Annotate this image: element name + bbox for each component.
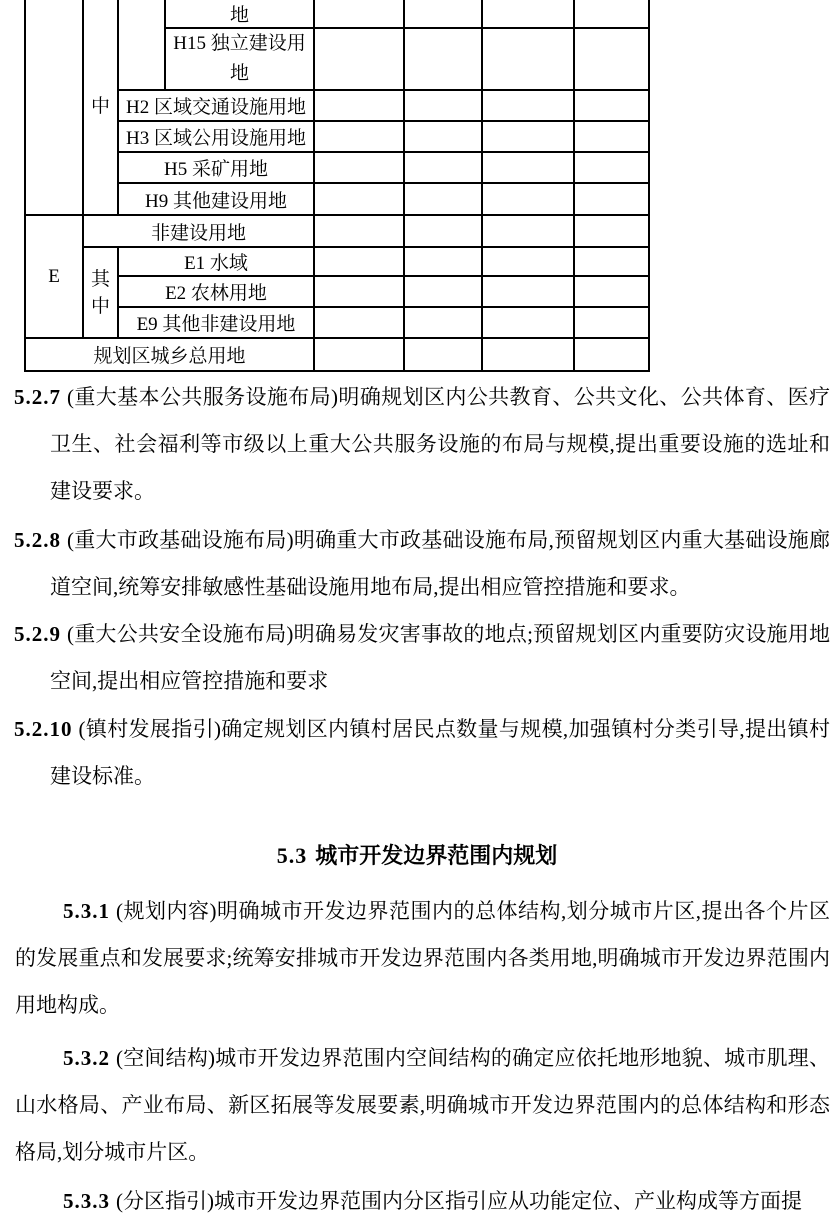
h3-label: H3 区域公用设施用地 bbox=[126, 128, 306, 149]
clause-5-3-3 bbox=[15, 1178, 830, 1225]
table-data-cell bbox=[574, 338, 649, 371]
table-cell-h9 bbox=[118, 183, 314, 215]
clause-number: 5.3.1 bbox=[63, 899, 110, 923]
table-cell-non-construction bbox=[83, 215, 314, 247]
table-row bbox=[25, 338, 649, 371]
table-row bbox=[25, 121, 649, 152]
total-label: 规划区城乡总用地 bbox=[93, 346, 246, 367]
clause-number: 5.2.8 bbox=[14, 528, 61, 552]
table-data-cell bbox=[482, 307, 574, 338]
e9-label: E9 其他非建设用地 bbox=[136, 314, 296, 335]
clause-text: (规划内容)明确城市开发边界范围内的总体结构,划分城市片区,提出各个片区的发展重点和发展要求;统筹安排城市开发边界范围内各类用地,明确城市开发边界范围内用地构成。 bbox=[15, 899, 830, 1017]
table-data-cell bbox=[404, 90, 482, 121]
table-data-cell bbox=[314, 247, 404, 276]
h15-label: H15 独立建设用地 bbox=[173, 33, 306, 84]
table-data-cell bbox=[314, 307, 404, 338]
table-data-cell bbox=[482, 215, 574, 247]
table-row bbox=[25, 215, 649, 247]
clause-text: (镇村发展指引)确定规划区内镇村居民点数量与规模,加强镇村分类引导,提出镇村建设标准。 bbox=[50, 717, 830, 788]
clause-5-2-7 bbox=[14, 374, 830, 515]
table-cell-h1-parent bbox=[118, 0, 165, 90]
table-data-cell bbox=[404, 152, 482, 183]
table-data-cell bbox=[574, 28, 649, 90]
table-cell-h5 bbox=[118, 152, 314, 183]
table-data-cell bbox=[482, 0, 574, 28]
among-label: 其中 bbox=[90, 268, 110, 317]
clause-number: 5.2.7 bbox=[14, 385, 61, 409]
table-cell-h2 bbox=[118, 90, 314, 121]
table-data-cell bbox=[482, 338, 574, 371]
table-data-cell bbox=[574, 152, 649, 183]
table-data-cell bbox=[404, 247, 482, 276]
table-row bbox=[25, 183, 649, 215]
section-heading-5-3 bbox=[0, 841, 834, 871]
table-data-cell bbox=[574, 215, 649, 247]
e1-label: E1 水域 bbox=[184, 253, 248, 274]
table-cell-h14-tail bbox=[165, 0, 314, 28]
table-data-cell bbox=[314, 276, 404, 307]
h5-label: H5 采矿用地 bbox=[164, 159, 268, 180]
table-cell-total bbox=[25, 338, 314, 371]
table-cell-h3 bbox=[118, 121, 314, 152]
e2-label: E2 农林用地 bbox=[165, 283, 267, 304]
table-data-cell bbox=[314, 28, 404, 90]
table-data-cell bbox=[574, 307, 649, 338]
clause-5-3-2 bbox=[15, 1035, 830, 1176]
clause-text: (空间结构)城市开发边界范围内空间结构的确定应依托地形地貌、城市肌理、山水格局、产业布局、新区拓展等发展要素,明确城市开发边界范围内的总体结构和形态格局,划分城市片区。 bbox=[15, 1046, 830, 1164]
e-code-label: E bbox=[48, 265, 60, 287]
table-data-cell bbox=[404, 121, 482, 152]
table-data-cell bbox=[314, 90, 404, 121]
table-cell-among-e bbox=[83, 247, 118, 338]
clause-text: (重大公共安全设施布局)明确易发灾害事故的地点;预留规划区内重要防灾设施用地空间,提出相应管控措施和要求 bbox=[50, 622, 830, 693]
table-row bbox=[25, 247, 649, 276]
table-data-cell bbox=[482, 121, 574, 152]
table-data-cell bbox=[314, 0, 404, 28]
clause-number: 5.2.9 bbox=[14, 622, 61, 646]
clause-text: (重大市政基础设施布局)明确重大市政基础设施布局,预留规划区内重大基础设施廊道空间,统筹安排敏感性基础设施用地布局,提出相应管控措施和要求。 bbox=[50, 528, 830, 599]
table-data-cell bbox=[482, 90, 574, 121]
h9-label: H9 其他建设用地 bbox=[145, 190, 287, 212]
non-construction-label: 非建设用地 bbox=[150, 222, 246, 244]
table-data-cell bbox=[404, 28, 482, 90]
table-cell-code-continued bbox=[25, 0, 83, 215]
table-row bbox=[25, 90, 649, 121]
table-cell-among-continued bbox=[83, 0, 118, 215]
table-row bbox=[25, 0, 649, 28]
table-data-cell bbox=[482, 276, 574, 307]
table-data-cell bbox=[314, 121, 404, 152]
table-data-cell bbox=[482, 183, 574, 215]
table-data-cell bbox=[404, 215, 482, 247]
clause-5-2-10 bbox=[14, 706, 830, 800]
heading-number: 5.3 bbox=[276, 843, 308, 868]
clause-text: (重大基本公共服务设施布局)明确规划区内公共教育、公共文化、公共体育、医疗卫生、社会福利等市级以上重大公共服务设施的布局与规模,提出重要设施的选址和建设要求。 bbox=[50, 385, 830, 503]
table-data-cell bbox=[574, 183, 649, 215]
table-data-cell bbox=[404, 0, 482, 28]
table-cell-h15 bbox=[165, 28, 314, 90]
table-data-cell bbox=[404, 338, 482, 371]
clause-number: 5.3.3 bbox=[63, 1189, 110, 1213]
table-cell-e9 bbox=[118, 307, 314, 338]
table-data-cell bbox=[574, 90, 649, 121]
among-tail-label: 中 bbox=[90, 96, 110, 117]
table-data-cell bbox=[314, 215, 404, 247]
clause-5-2-8 bbox=[14, 517, 830, 611]
table-row bbox=[25, 152, 649, 183]
table-data-cell bbox=[404, 183, 482, 215]
table-data-cell bbox=[482, 247, 574, 276]
heading-title: 城市开发边界范围内规划 bbox=[315, 843, 558, 868]
table-data-cell bbox=[314, 152, 404, 183]
clause-5-2-9 bbox=[14, 611, 830, 705]
table-cell-code-e bbox=[25, 215, 83, 338]
clause-text: (分区指引)城市开发边界范围内分区指引应从功能定位、产业构成等方面提 bbox=[116, 1189, 802, 1213]
table-row bbox=[25, 307, 649, 338]
table-data-cell bbox=[404, 307, 482, 338]
table-row bbox=[25, 276, 649, 307]
clause-5-3-1 bbox=[15, 888, 830, 1029]
table-data-cell bbox=[314, 183, 404, 215]
table-data-cell bbox=[574, 276, 649, 307]
h14-tail-label: 地 bbox=[229, 5, 249, 26]
table-data-cell bbox=[482, 152, 574, 183]
table-data-cell bbox=[404, 276, 482, 307]
clause-number: 5.2.10 bbox=[14, 717, 73, 741]
table-data-cell bbox=[314, 338, 404, 371]
land-use-table bbox=[24, 0, 650, 372]
h2-label: H2 区域交通设施用地 bbox=[126, 97, 306, 118]
table-data-cell bbox=[482, 28, 574, 90]
table-cell-e1 bbox=[118, 247, 314, 276]
clause-number: 5.3.2 bbox=[63, 1046, 110, 1070]
table-data-cell bbox=[574, 121, 649, 152]
table-data-cell bbox=[574, 247, 649, 276]
table-cell-e2 bbox=[118, 276, 314, 307]
table-data-cell bbox=[574, 0, 649, 28]
